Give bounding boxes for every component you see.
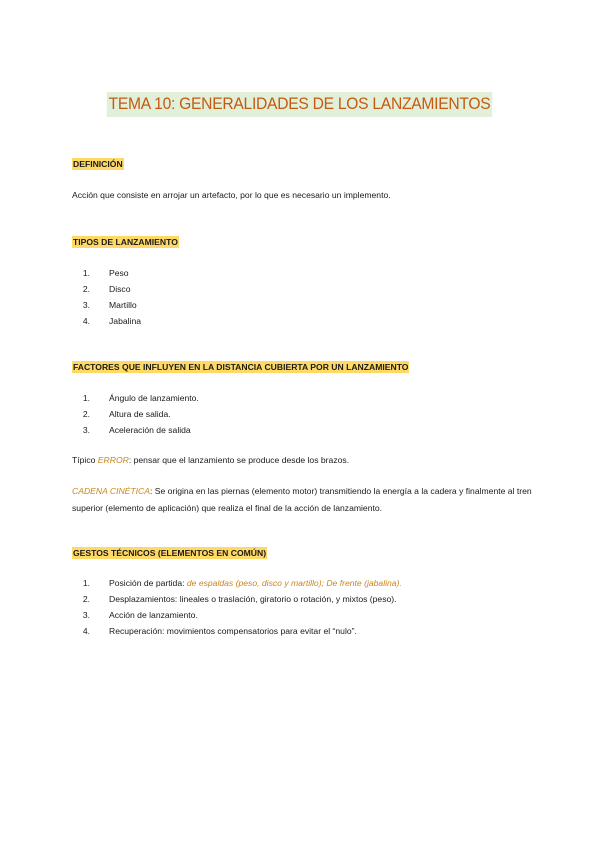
list-number: 2. [82, 284, 90, 294]
list-text: Posición de partida: [109, 578, 187, 588]
list-number: 2. [82, 594, 90, 604]
list-item [72, 607, 402, 623]
cadena-paragraph [72, 483, 542, 517]
factores-list [72, 390, 199, 438]
error-paragraph [72, 452, 542, 469]
list-text: Peso [109, 268, 129, 278]
list-item [72, 623, 402, 639]
list-text: Altura de salida. [109, 409, 171, 419]
list-text: Desplazamientos: lineales o traslación, giratorio o rotación, y mixtos (peso). [109, 594, 397, 604]
list-number: 3. [82, 610, 90, 620]
list-number: 2. [82, 409, 90, 419]
heading-tipos: TIPOS DE LANZAMIENTO [73, 237, 178, 247]
list-text: Acción de lanzamiento. [109, 610, 198, 620]
definicion-text: Acción que consiste en arrojar un artefacto, por lo que es necesario un implemento. [72, 190, 391, 200]
list-text: Disco [109, 284, 131, 294]
error-prefix: Típico [72, 455, 98, 465]
list-text: Recuperación: movimientos compensatorios para evitar el “nulo”. [109, 626, 357, 636]
title-wrap [0, 92, 600, 117]
list-item [72, 575, 402, 591]
list-number: 4. [82, 316, 90, 326]
list-text: Aceleración de salida [109, 425, 191, 435]
list-item [72, 297, 141, 313]
tipos-list [72, 265, 141, 329]
page-title: TEMA 10: GENERALIDADES DE LOS LANZAMIENTOS [107, 92, 493, 117]
list-number: 1. [82, 393, 90, 403]
list-number: 3. [82, 425, 90, 435]
error-text: : pensar que el lanzamiento se produce desde los brazos. [128, 455, 350, 465]
list-item [72, 313, 141, 329]
cadena-word: CADENA CINÉTICA [72, 486, 150, 496]
list-item [72, 265, 141, 281]
list-text: Martillo [109, 300, 137, 310]
heading-gestos: GESTOS TÉCNICOS (ELEMENTOS EN COMÚN) [73, 548, 267, 558]
list-item [72, 390, 199, 406]
heading-factores: FACTORES QUE INFLUYEN EN LA DISTANCIA CUBIERTA POR UN LANZAMIENTO [73, 362, 409, 372]
list-extra: de espaldas (peso, disco y martillo); De frente (jabalina). [186, 578, 402, 588]
list-number: 1. [82, 268, 90, 278]
list-number: 1. [82, 578, 90, 588]
error-word: ERROR [97, 455, 129, 465]
cadena-text: : Se origina en las piernas (elemento motor) transmitiendo la energía a la cadera y finalmente al tren superior (elemento de aplicación) que realiza el final de la acción de lanzamiento. [72, 486, 532, 513]
list-text: Jabalina [109, 316, 142, 326]
list-item [72, 281, 141, 297]
list-number: 3. [82, 300, 90, 310]
list-item [72, 406, 199, 422]
list-text: Ángulo de lanzamiento. [109, 393, 199, 403]
gestos-list [72, 575, 402, 639]
list-number: 4. [82, 626, 90, 636]
heading-definicion: DEFINICIÓN [73, 159, 123, 169]
list-item [72, 591, 402, 607]
list-item [72, 422, 199, 438]
